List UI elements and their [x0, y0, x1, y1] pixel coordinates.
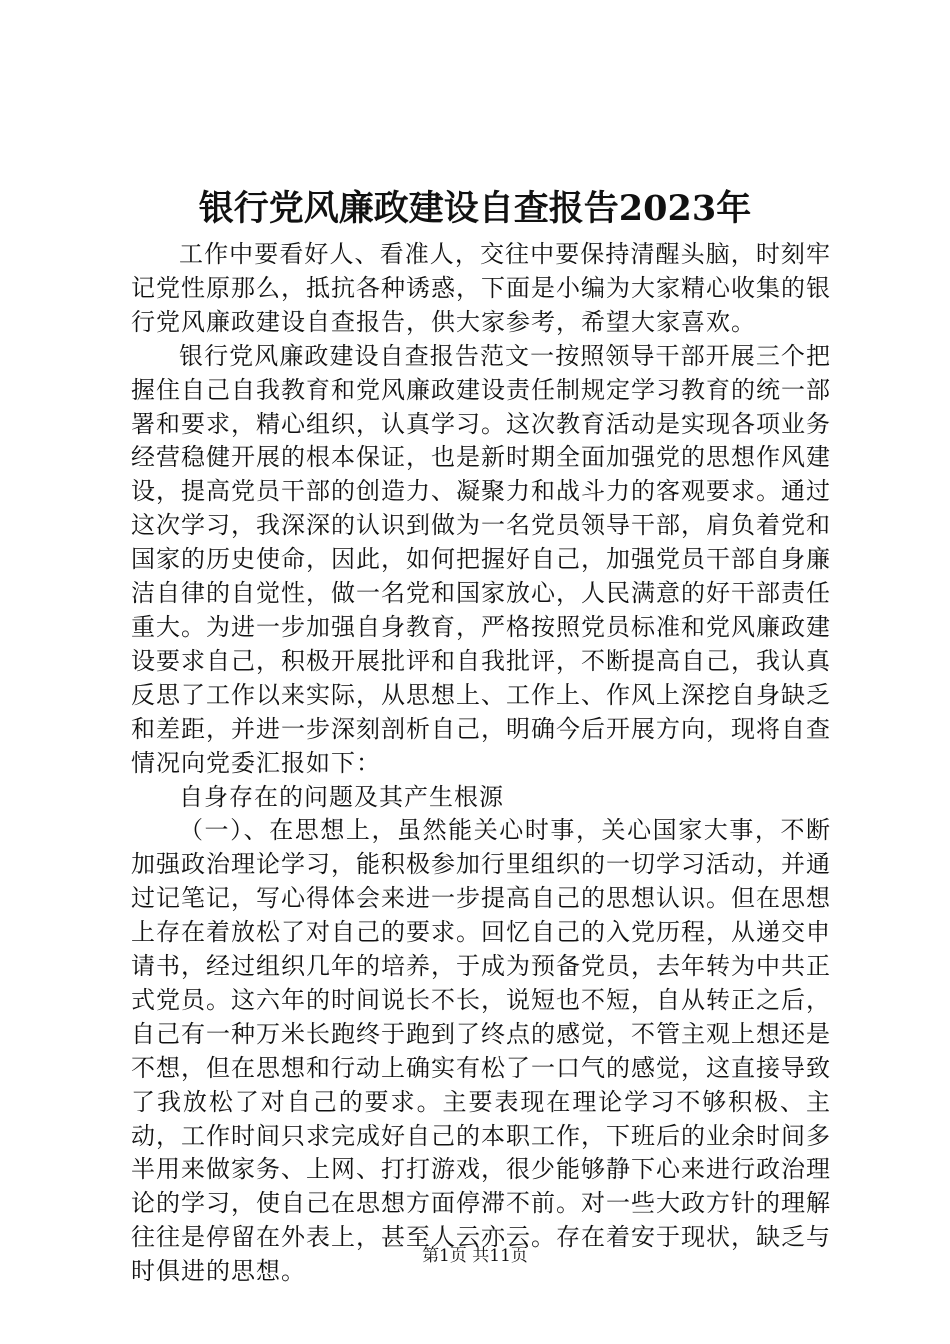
document-title: 银行党风廉政建设自查报告2023年	[198, 188, 752, 229]
page-number: 第1页 共11页	[422, 1246, 528, 1266]
report-paragraph: 银行党风廉政建设自查报告范文一按照领导干部开展三个把握住自己自我教育和党风廉政建设责任制规定学习教育的统一部署和要求，精心组织，认真学习。这次教育活动是实现各项业务经营稳健开展的根本保证，也是新时期全面加强党的思想作风建设，提高党员干部的创造力、凝聚力和战斗力的客观要求。通过这次学习，我深深的认识到做为一名党员领导干部，肩负着党和国家的历史使命，因此，如何把握好自己，加强党员干部自身廉洁自律的自觉性，做一名党和国家放心，人民满意的好干部责任重大。为进一步加强自身教育，严格按照党员标准和党风廉政建设要求自己，积极开展批评和自我批评，不断提高自己，我认真反思了工作以来实际，从思想上、工作上、作风上深挖自身缺乏和差距，并进一步深刻剖析自己，明确今后开展方向，现将自查情况向党委汇报如下：	[131, 341, 831, 777]
intro-paragraph: 工作中要看好人、看准人，交往中要保持清醒头脑，时刻牢记党性原那么，抵抗各种诱惑，下面是小编为大家精心收集的银行党风廉政建设自查报告，供大家参考，希望大家喜欢。	[131, 240, 831, 336]
section-heading: 自身存在的问题及其产生根源	[179, 782, 504, 811]
document-body	[131, 238, 831, 1289]
issue-paragraph: （一）、在思想上，虽然能关心时事，关心国家大事，不断加强政治理论学习，能积极参加行里组织的一切学习活动，并通过记笔记，写心得体会来进一步提高自己的思想认识。但在思想上存在着放松了对自己的要求。回忆自己的入党历程，从递交申请书，经过组织几年的培养，于成为预备党员，去年转为中共正式党员。这六年的时间说长不长，说短也不短，自从转正之后，自己有一种万米长跑终于跑到了终点的感觉，不管主观上想还是不想，但在思想和行动上确实有松了一口气的感觉，这直接导致了我放松了对自己的要求。主要表现在理论学习不够积极、主动，工作时间只求完成好自己的本职工作，下班后的业余时间多半用来做家务、上网、打打游戏，很少能够静下心来进行政治理论的学习，使自己在思想方面停滞不前。对一些大政方针的理解往往是停留在外表上，甚至人云亦云。存在着安于现状，缺乏与时俱进的思想。	[131, 816, 831, 1286]
